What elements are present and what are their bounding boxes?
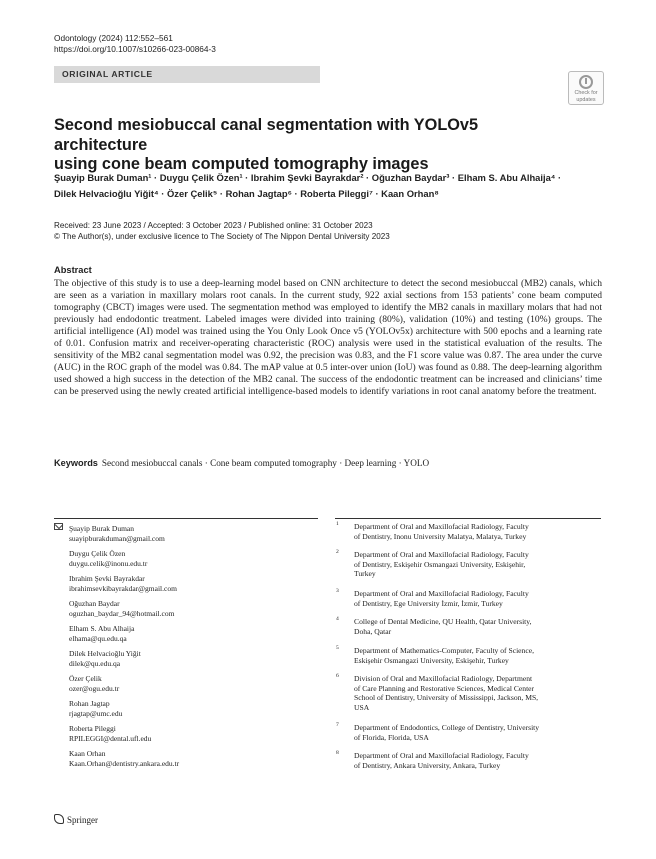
divider-left — [54, 518, 318, 519]
check-updates-line1: Check for — [574, 90, 598, 96]
affiliation-number: 1 — [336, 521, 339, 527]
doi-link[interactable]: https://doi.org/10.1007/s10266-023-00864-3 — [54, 44, 216, 54]
contact-email[interactable]: rjagtap@umc.edu — [69, 708, 123, 718]
affiliation-number: 7 — [336, 722, 339, 728]
affiliation-number: 6 — [336, 673, 339, 679]
contact-email[interactable]: oguzhan_baydar_94@hotmail.com — [69, 608, 175, 618]
affiliation-line: Division of Oral and Maxillofacial Radiology, Department — [354, 674, 533, 683]
affiliation-number: 5 — [336, 645, 339, 651]
affiliation-line: of Florida, Florida, USA — [354, 732, 429, 742]
affiliation-line: Department of Oral and Maxillofacial Radiology, Faculty — [354, 522, 529, 531]
author-list — [54, 170, 614, 202]
affiliation-number: 3 — [336, 588, 339, 594]
affiliation-line: Doha, Qatar — [354, 626, 392, 636]
affiliation-line: Department of Endodontics, College of Dentistry, University — [354, 723, 540, 732]
journal-header — [54, 33, 216, 55]
publisher-footer — [54, 814, 98, 825]
authors-line: Dilek Helvacioğlu Yiğit⁴ · Özer Çelik⁵ · Rohan Jagtap⁶ · Roberta Pileggi⁷ · Kaan Orhan⁸ — [54, 188, 439, 199]
contact-entry — [69, 599, 174, 618]
keywords — [54, 458, 429, 468]
affiliation-number: 2 — [336, 549, 339, 555]
envelope-icon — [54, 523, 63, 530]
contact-entry — [69, 624, 134, 643]
contact-email[interactable]: elhama@qu.edu.qa — [69, 633, 127, 643]
affiliation-line: Department of Mathematics-Computer, Faculty of Science, — [354, 646, 534, 655]
contact-entry — [69, 574, 177, 593]
keywords-label: Keywords — [54, 458, 98, 468]
contact-entry — [69, 549, 147, 568]
received-dates: Received: 23 June 2023 / Accepted: 3 October 2023 / Published online: 31 October 2023 — [54, 221, 373, 230]
contact-name: Dilek Helvacioğlu Yiğit — [69, 649, 141, 658]
contact-entry — [69, 724, 151, 743]
article-type-banner — [54, 66, 320, 83]
check-updates-line2: updates — [576, 97, 596, 103]
contact-name: Roberta Pileggi — [69, 724, 116, 733]
title-line: using cone beam computed tomography images — [54, 155, 429, 174]
check-for-updates-badge[interactable] — [568, 71, 604, 105]
authors-line: Şuayip Burak Duman¹ · Duygu Çelik Özen¹ · Ibrahim Şevki Bayrakdar² · Oğuzhan Baydar³ · Elham S. Abu Alhaija⁴ · — [54, 172, 562, 183]
affiliation-number: 8 — [336, 750, 339, 756]
affiliation-line: School of Dentistry, University of Mississippi, Jackson, MS, — [354, 693, 539, 703]
contact-entry — [69, 524, 165, 543]
article-type-label: ORIGINAL ARTICLE — [62, 69, 153, 79]
contact-name: Oğuzhan Baydar — [69, 599, 120, 608]
copyright-license: © The Author(s), under exclusive licence to The Society of The Nippon Dental University 2023 — [54, 231, 390, 241]
contact-entry — [69, 674, 119, 693]
contact-email[interactable]: ozer@ogu.edu.tr — [69, 683, 120, 693]
publication-dates — [54, 221, 390, 242]
affiliation-line: Department of Oral and Maxillofacial Radiology, Faculty — [354, 550, 529, 559]
contact-name: Şuayip Burak Duman — [69, 524, 134, 533]
springer-horse-icon — [54, 814, 64, 824]
abstract-heading: Abstract — [54, 265, 92, 275]
contact-email[interactable]: suayipburakduman@gmail.com — [69, 533, 165, 543]
contact-email[interactable]: Kaan.Orhan@dentistry.ankara.edu.tr — [69, 758, 180, 768]
affiliation-line: of Dentistry, Inonu University Malatya, Malatya, Turkey — [354, 531, 527, 541]
affiliation-line: Eskişehir Osmangazi University, Eskişehir, Turkey — [354, 655, 509, 665]
contact-name: Kaan Orhan — [69, 749, 106, 758]
keywords-list: Second mesiobuccal canals · Cone beam computed tomography · Deep learning · YOLO — [101, 458, 430, 468]
journal-citation: Odontology (2024) 112:552–561 — [54, 33, 173, 43]
contact-name: Ibrahim Şevki Bayrakdar — [69, 574, 145, 583]
affiliation-line: of Care Planning and Restorative Sciences, Medical Center — [354, 683, 535, 693]
divider-right — [335, 518, 601, 519]
affiliation-line: College of Dental Medicine, QU Health, Qatar University, — [354, 617, 532, 626]
affiliation-line: of Dentistry, Ege University İzmir, İzmir, Turkey — [354, 598, 503, 608]
affiliation-number: 4 — [336, 616, 339, 622]
affiliation-line: Department of Oral and Maxillofacial Radiology, Faculty — [354, 589, 529, 598]
contact-name: Rohan Jagtap — [69, 699, 110, 708]
contact-entry — [69, 649, 141, 668]
article-title — [54, 116, 574, 175]
affiliation-line: USA — [354, 702, 370, 712]
contact-entry — [69, 749, 179, 768]
update-check-icon — [579, 75, 593, 89]
title-line: Second mesiobuccal canal segmentation with YOLOv5 architecture — [54, 116, 479, 154]
contact-entry — [69, 699, 122, 718]
contact-email[interactable]: ibrahimsevkibayrakdar@gmail.com — [69, 583, 177, 593]
contact-name: Özer Çelik — [69, 674, 102, 683]
affiliation-line: Department of Oral and Maxillofacial Radiology, Faculty — [354, 751, 529, 760]
contact-email[interactable]: RPILEGGI@dental.ufl.edu — [69, 733, 152, 743]
affiliation-line: Turkey — [354, 569, 376, 579]
affiliation-line: of Dentistry, Ankara University, Ankara, Turkey — [354, 760, 501, 770]
abstract-body: The objective of this study is to use a deep-learning model based on CNN architecture to detect the second mesiobuccal (MB2) canals, which are seen as a variation in maxillary molars root canals. In the current study, 922 axial sections from 153 patients’ cone beam computed tomography (CBCT) images were used. The segmentation method was employed to identify the MB2 canals in maxillary molars that had not previously had endodontic treatment. Labeled images were divided into training (80%), validation (10%) and testing (10%) groups. The artificial intelligence (AI) model was trained using the You Only Look Once v5 (YOLOv5x) architecture with 500 epochs and a learning rate of 0.01. Confusion matrix and receiver-operating characteristic (ROC) analysis were used in the statistical evaluation of the results. The sensitivity of the MB2 canal segmentation model was 0.92, the precision was 0.83, and the F1 score value was 0.87. The area under the curve (AUC) in the ROC graph of the model was 0.84. The mAP value at 0.5 inter-over union (IoU) was found as 0.88. The deep-learning algorithm used showed a high success in the detection of the MB2 canal. The success of the endodontic treatment can be increased and clinicians’ time can be preserved using the newly created artificial intelligence-based models to identify variations in root canal anatomy before the treatment. — [54, 278, 602, 398]
contact-email[interactable]: dilek@qu.edu.qa — [69, 658, 121, 668]
contact-name: Elham S. Abu Alhaija — [69, 624, 135, 633]
contact-name: Duygu Çelik Özen — [69, 549, 126, 558]
contact-email[interactable]: duygu.celik@inonu.edu.tr — [69, 558, 148, 568]
publisher-name: Springer — [67, 815, 98, 825]
affiliation-line: of Dentistry, Eskişehir Osmangazi University, Eskişehir, — [354, 559, 526, 569]
